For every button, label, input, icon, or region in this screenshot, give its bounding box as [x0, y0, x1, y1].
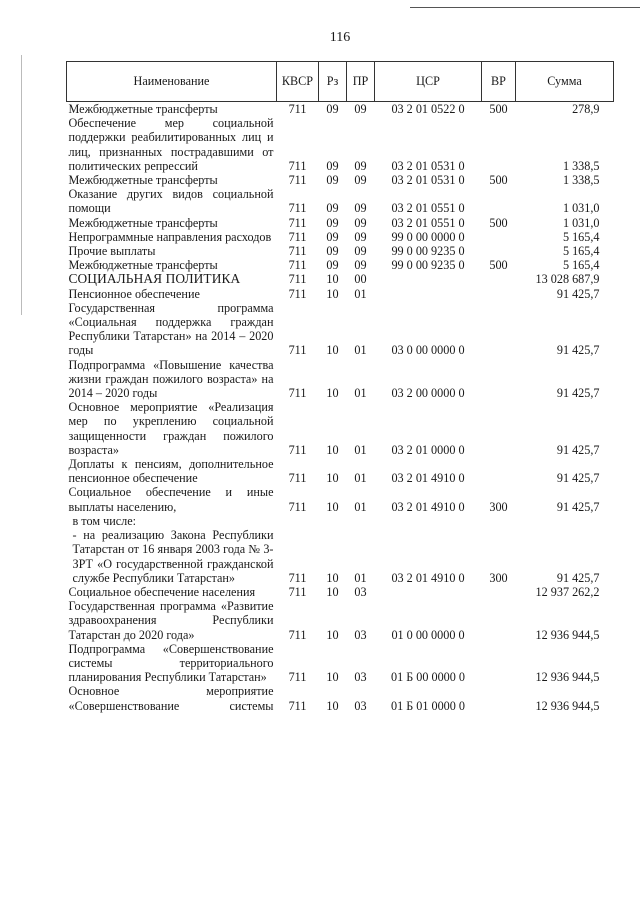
cell-sum: 12 936 944,5 [535, 627, 600, 642]
cell-sum: 1 031,0 [562, 201, 600, 216]
cell-sum: 12 936 944,5 [535, 670, 600, 685]
page-number: 116 [329, 30, 351, 45]
cell-kvsr: 711 [288, 244, 307, 259]
cell-pr: 09 [354, 244, 367, 259]
cell-kvsr: 711 [288, 229, 307, 244]
cell-pr: 09 [354, 215, 367, 230]
cell-csr: 99 0 00 0000 0 [391, 229, 465, 244]
cell-name: Пенсионное обеспечение [68, 286, 200, 301]
cell-vr: 300 [489, 499, 508, 514]
table-row [67, 684, 614, 712]
table-row [67, 514, 614, 528]
cell-kvsr: 711 [288, 471, 307, 486]
cell-sum: 1 338,5 [562, 158, 600, 173]
cell-name: Государственная программа «Развитие здравоохранения Республики Татарстан до 2020 года» [68, 599, 274, 642]
cell-pr: 01 [354, 471, 367, 486]
cell-kvsr: 711 [288, 343, 307, 358]
header-pr: ПР [347, 62, 375, 102]
table-row [67, 400, 614, 457]
table-row [67, 244, 614, 258]
cell-rz: 10 [326, 499, 339, 514]
cell-vr [482, 514, 516, 528]
cell-kvsr: 711 [288, 442, 307, 457]
cell-pr: 09 [354, 158, 367, 173]
header-kvsr: КВСР [277, 62, 319, 102]
cell-name: СОЦИАЛЬНАЯ ПОЛИТИКА [68, 271, 241, 287]
cell-name: Государственная программа «Социальная поддержка граждан Республики Татарстан» на 2014 – 2020 годы [68, 300, 274, 358]
table-row [67, 187, 614, 215]
cell-sum: 91 425,7 [556, 570, 600, 585]
cell-sum: 12 937 262,2 [535, 584, 600, 599]
cell-pr [347, 514, 375, 528]
cell-name: Непрограммные направления расходов [68, 229, 272, 244]
table-row [67, 585, 614, 599]
cell-sum: 12 936 944,5 [535, 698, 600, 713]
table-row [67, 642, 614, 685]
cell-name: Основное мероприятие «Реализация мер по укреплению социальной защищенности граждан пожилого возраста» [68, 400, 274, 457]
cell-vr [482, 116, 516, 173]
cell-vr: 300 [489, 570, 508, 585]
table-row [67, 599, 614, 642]
cell-vr [482, 400, 516, 457]
table-body [67, 102, 614, 713]
cell-sum: 91 425,7 [556, 442, 600, 457]
cell-rz [319, 514, 347, 528]
cell-pr: 01 [354, 442, 367, 457]
table-row [67, 272, 614, 286]
header-vr: ВР [482, 62, 516, 102]
cell-pr: 01 [354, 386, 367, 401]
cell-rz: 10 [326, 343, 339, 358]
table-header [67, 62, 614, 102]
cell-pr: 09 [354, 201, 367, 216]
cell-kvsr: 711 [288, 272, 307, 287]
cell-csr: 03 2 01 0522 0 [391, 102, 465, 116]
table-row [67, 301, 614, 358]
cell-vr [482, 244, 516, 258]
cell-vr [482, 272, 516, 286]
cell-rz: 09 [326, 244, 339, 259]
cell-sum: 1 031,0 [562, 215, 600, 230]
cell-csr: 03 2 00 0000 0 [391, 386, 465, 401]
cell-csr: 99 0 00 9235 0 [391, 258, 465, 273]
cell-name: Прочие выплаты [68, 244, 156, 259]
cell-sum: 13 028 687,9 [535, 272, 600, 287]
budget-table [66, 61, 614, 713]
cell-rz: 10 [326, 698, 339, 713]
cell-name: Обеспечение мер социальной поддержки реабилитированных лиц и лиц, признанных пострадавшими от политических репрессий [68, 116, 274, 173]
cell-kvsr: 711 [288, 173, 307, 188]
cell-rz: 10 [326, 272, 339, 287]
table-row [67, 287, 614, 301]
cell-pr: 03 [354, 670, 367, 685]
cell-csr: 03 2 01 0551 0 [391, 215, 465, 230]
cell-kvsr: 711 [288, 627, 307, 642]
cell-rz: 10 [326, 627, 339, 642]
cell-pr: 03 [354, 698, 367, 713]
table-row [67, 358, 614, 401]
cell-csr: 01 0 00 0000 0 [391, 627, 465, 642]
cell-sum: 91 425,7 [556, 343, 600, 358]
cell-name: Межбюджетные трансферты [68, 102, 218, 116]
table-row [67, 116, 614, 173]
cell-csr: 03 2 01 4910 0 [391, 570, 465, 585]
cell-pr: 01 [354, 570, 367, 585]
table-row [67, 258, 614, 272]
header-name: Наименование [67, 62, 277, 102]
cell-csr: 01 Б 01 0000 0 [390, 698, 466, 713]
cell-sum: 5 165,4 [562, 244, 600, 259]
cell-pr: 09 [354, 258, 367, 273]
cell-vr [482, 642, 516, 685]
cell-kvsr: 711 [288, 570, 307, 585]
cell-name: - на реализацию Закона Республики Татарстан от 16 января 2003 года № 3-ЗРТ «О государственной гражданской службе Республики Татарстан» [72, 528, 274, 585]
cell-name: Основное мероприятие «Совершенствование системы [68, 684, 274, 713]
cell-vr [482, 358, 516, 401]
cell-rz: 10 [326, 471, 339, 486]
table-row [67, 173, 614, 187]
cell-csr: 03 2 01 4910 0 [391, 499, 465, 514]
cell-kvsr: 711 [288, 698, 307, 713]
table-row [67, 528, 614, 585]
cell-vr [482, 230, 516, 244]
cell-csr [375, 514, 482, 528]
cell-sum: 5 165,4 [562, 229, 600, 244]
cell-sum: 5 165,4 [562, 258, 600, 273]
cell-vr [482, 599, 516, 642]
cell-vr: 500 [489, 215, 508, 230]
cell-csr: 03 2 01 0531 0 [391, 158, 465, 173]
cell-kvsr: 711 [288, 499, 307, 514]
scan-edge-left [21, 55, 22, 315]
cell-name: Оказание других видов социальной помощи [68, 187, 274, 216]
cell-name: Межбюджетные трансферты [68, 258, 218, 273]
cell-pr: 03 [354, 627, 367, 642]
cell-vr [482, 187, 516, 215]
cell-rz: 10 [326, 286, 339, 301]
scan-edge-top [410, 7, 640, 8]
cell-kvsr: 711 [288, 286, 307, 301]
cell-rz: 09 [326, 173, 339, 188]
cell-pr: 01 [354, 343, 367, 358]
cell-pr: 00 [354, 272, 367, 287]
cell-rz: 09 [326, 158, 339, 173]
table-row [67, 102, 614, 117]
header-csr: ЦСР [375, 62, 482, 102]
cell-vr: 500 [489, 102, 508, 116]
cell-name: Подпрограмма «Повышение качества жизни граждан пожилого возраста» на 2014 – 2020 годы [68, 357, 274, 401]
cell-name: Социальное обеспечение и иные выплаты населению, [68, 485, 274, 514]
cell-name: Межбюджетные трансферты [68, 173, 218, 188]
cell-kvsr: 711 [288, 201, 307, 216]
cell-pr: 09 [354, 173, 367, 188]
cell-rz: 10 [326, 570, 339, 585]
cell-rz: 09 [326, 215, 339, 230]
table-row [67, 457, 614, 485]
cell-sum: 91 425,7 [556, 286, 600, 301]
cell-pr: 03 [354, 584, 367, 599]
cell-pr: 01 [354, 286, 367, 301]
cell-kvsr: 711 [288, 670, 307, 685]
cell-csr: 03 2 01 0551 0 [391, 201, 465, 216]
cell-sum [516, 514, 614, 528]
cell-csr: 01 Б 00 0000 0 [390, 670, 466, 685]
cell-csr: 03 2 01 0000 0 [391, 442, 465, 457]
cell-vr [482, 287, 516, 301]
cell-name: Доплаты к пенсиям, дополнительное пенсионное обеспечение [68, 457, 274, 486]
cell-csr [375, 287, 482, 301]
cell-kvsr: 711 [288, 584, 307, 599]
cell-csr: 03 2 01 4910 0 [391, 471, 465, 486]
cell-csr [375, 585, 482, 599]
cell-rz: 10 [326, 584, 339, 599]
cell-rz: 09 [326, 258, 339, 273]
table-row [67, 230, 614, 244]
cell-kvsr [277, 514, 319, 528]
cell-pr: 09 [354, 229, 367, 244]
table-row [67, 216, 614, 230]
cell-name: Подпрограмма «Совершенствование системы территориального планирования Республики Татарстан» [68, 641, 274, 685]
cell-kvsr: 711 [288, 102, 307, 116]
cell-csr: 03 0 00 0000 0 [391, 343, 465, 358]
cell-pr: 09 [354, 102, 367, 116]
cell-vr [482, 585, 516, 599]
cell-name: в том числе: [72, 513, 137, 528]
cell-rz: 09 [326, 201, 339, 216]
cell-vr [482, 301, 516, 358]
cell-sum: 1 338,5 [562, 173, 600, 188]
cell-rz: 10 [326, 386, 339, 401]
cell-rz: 10 [326, 442, 339, 457]
header-sum: Сумма [516, 62, 614, 102]
cell-csr: 03 2 01 0531 0 [391, 173, 465, 188]
cell-rz: 09 [326, 102, 339, 116]
header-rz: Рз [319, 62, 347, 102]
cell-sum: 278,9 [572, 102, 600, 116]
cell-vr [482, 457, 516, 485]
cell-vr: 500 [489, 173, 508, 188]
cell-vr: 500 [489, 258, 508, 273]
cell-kvsr: 711 [288, 258, 307, 273]
cell-rz: 09 [326, 229, 339, 244]
cell-pr: 01 [354, 499, 367, 514]
cell-csr [375, 272, 482, 286]
cell-csr: 99 0 00 9235 0 [391, 244, 465, 259]
cell-sum: 91 425,7 [556, 386, 600, 401]
table-row [67, 485, 614, 513]
cell-name: Социальное обеспечение населения [68, 584, 256, 599]
cell-vr [482, 684, 516, 712]
cell-rz: 10 [326, 670, 339, 685]
cell-kvsr: 711 [288, 386, 307, 401]
cell-sum: 91 425,7 [556, 471, 600, 486]
cell-kvsr: 711 [288, 158, 307, 173]
cell-sum: 91 425,7 [556, 499, 600, 514]
cell-kvsr: 711 [288, 215, 307, 230]
cell-name: Межбюджетные трансферты [68, 215, 218, 230]
